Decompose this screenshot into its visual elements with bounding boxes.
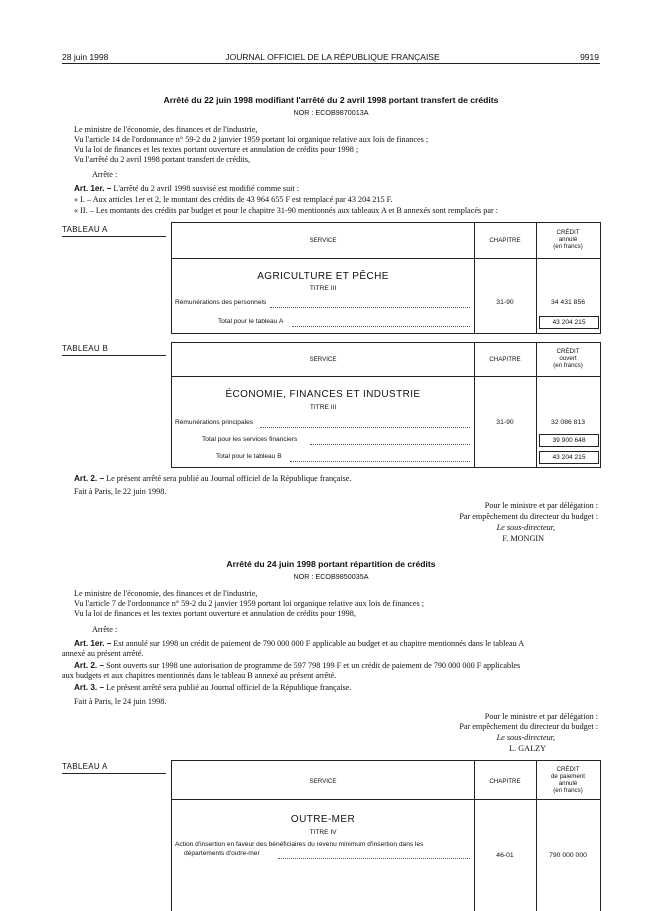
arrete2-signature-3: Le sous-directeur, xyxy=(496,733,555,742)
arrete1-article-2 xyxy=(74,474,351,483)
header-date: 28 juin 1998 xyxy=(62,52,109,62)
leader-dots xyxy=(310,444,470,445)
arrete1-arrete: Arrête : xyxy=(92,170,118,179)
arrete1-signature-name: F. MONGIN xyxy=(502,534,544,543)
col-header-chapitre: CHAPITRE xyxy=(489,356,521,363)
arrete1-fait: Fait à Paris, le 22 juin 1998. xyxy=(74,487,167,496)
header-page-number: 9919 xyxy=(580,52,599,62)
tableau-b-label-rule xyxy=(62,355,166,356)
col-header-credit-line: CRÉDIT xyxy=(556,348,580,355)
article-label: Art. 1er. – xyxy=(74,639,112,648)
article-label: Art. 1er. – xyxy=(74,184,112,193)
tableau-b xyxy=(171,342,601,468)
tableau-a-label-rule xyxy=(62,236,166,237)
tableau-b-label: TABLEAU B xyxy=(62,344,109,353)
arrete1-visa-4: Vu l'arrêté du 2 avril 1998 portant transfert de crédits, xyxy=(74,155,251,164)
row-value: 32 086 813 xyxy=(550,419,586,426)
arrete2-signature-2: Par empêchement du directeur du budget : xyxy=(459,722,598,731)
section-title: ÉCONOMIE, FINANCES ET INDUSTRIE xyxy=(225,389,421,400)
col-header-service: SERVICE xyxy=(309,356,337,363)
arrete2-arrete: Arrête : xyxy=(92,625,118,634)
subtotal-label: Total pour les services financiers xyxy=(202,436,298,443)
row-label: Rémunérations principales xyxy=(175,419,254,426)
col-header-chapitre: CHAPITRE xyxy=(489,237,521,244)
article-text: Est annulé sur 1998 un crédit de paiement de 790 000 000 F applicable au budget et au chapitre mentionnés dans le tableau A xyxy=(113,639,525,648)
arrete2-signature-1: Pour le ministre et par délégation : xyxy=(484,712,598,721)
arrete1-visa-2: Vu l'article 14 de l'ordonnance n° 59-2 du 2 janvier 1959 portant loi organique relative aux lois de finances ; xyxy=(74,135,429,144)
header-rule xyxy=(172,258,600,259)
col-header-credit-line: (en francs) xyxy=(553,243,583,250)
arrete2-article-2 xyxy=(74,661,520,670)
header-rule xyxy=(172,799,600,800)
arrete1-signature-2: Par empêchement du directeur du budget : xyxy=(459,512,598,521)
leader-dots xyxy=(270,307,470,308)
tableau-a-2-label: TABLEAU A xyxy=(62,762,108,771)
article-text: Le présent arrêté sera publié au Journal officiel de la République française. xyxy=(106,683,352,692)
tableau-a-label: TABLEAU A xyxy=(62,225,108,234)
tableau-a-2-label-rule xyxy=(62,773,166,774)
arrete1-visa-1: Le ministre de l'économie, des finances et de l'industrie, xyxy=(74,125,258,134)
col-header-credit-line: (en francs) xyxy=(553,362,583,369)
arrete2-article-3 xyxy=(74,683,351,692)
arrete2-title: Arrêté du 24 juin 1998 portant répartition de crédits xyxy=(226,559,436,569)
row-label: Rémunérations des personnels xyxy=(175,299,267,306)
arrete2-visa-2: Vu l'article 7 de l'ordonnance n° 59-2 du 2 janvier 1959 portant loi organique relative aux lois de finances ; xyxy=(74,599,425,608)
arrete2-signature-name: L. GALZY xyxy=(509,744,546,753)
subtotal-value: 39 900 648 xyxy=(539,434,599,447)
titre-label: TITRE III xyxy=(309,285,337,292)
row-value: 34 431 856 xyxy=(550,299,586,306)
header-rule xyxy=(62,63,600,64)
section-title: AGRICULTURE ET PÊCHE xyxy=(257,271,389,282)
col-header-credit xyxy=(536,348,600,369)
leader-dots xyxy=(292,326,470,327)
article-text: L'arrêté du 2 avril 1998 susvisé est modifié comme suit : xyxy=(113,184,300,193)
row-chapitre: 31-90 xyxy=(496,299,514,306)
row-value: 790 000 000 xyxy=(549,852,587,859)
col-header-service: SERVICE xyxy=(309,778,337,785)
arrete1-signature-1: Pour le ministre et par délégation : xyxy=(484,501,598,510)
leader-dots xyxy=(278,858,470,859)
arrete2-nor: NOR : ECOB9850035A xyxy=(293,572,369,581)
arrete1-visa-3: Vu la loi de finances et les textes portant ouverture et annulation de crédits pour 1998 ; xyxy=(74,145,359,154)
arrete1-nor: NOR : ECOB9870013A xyxy=(293,108,369,117)
row-chapitre: 46-01 xyxy=(496,852,514,859)
arrete1-article-1-point-2: « II. – Les montants des crédits par budget et pour le chapitre 31-90 mentionnés aux tableaux A et B annexés sont remplacés par : xyxy=(74,206,499,215)
section-title: OUTRE-MER xyxy=(290,814,356,825)
arrete2-visa-1: Le ministre de l'économie, des finances et de l'industrie, xyxy=(74,589,258,598)
arrete1-title: Arrêté du 22 juin 1998 modifiant l'arrêté du 2 avril 1998 portant transfert de crédits xyxy=(163,95,499,105)
col-header-credit xyxy=(536,766,600,794)
arrete1-article-1-point-1: « I. – Aux articles 1er et 2, le montant des crédits de 43 964 655 F est remplacé par 43 204 215 F. xyxy=(74,195,393,204)
article-label: Art. 3. – xyxy=(74,683,105,692)
arrete2-article-1-cont: annexé au présent arrêté. xyxy=(62,649,144,658)
col-header-service: SERVICE xyxy=(309,237,337,244)
leader-dots xyxy=(260,427,470,428)
article-text: Sont ouverts sur 1998 une autorisation de programme de 597 798 199 F et un crédit de paiement de 790 000 000 F applicables xyxy=(106,661,521,670)
tableau-a xyxy=(171,222,601,334)
titre-label: TITRE IV xyxy=(309,829,337,836)
leader-dots xyxy=(290,461,470,462)
row-label-line-2: départements d'outre-mer xyxy=(184,850,260,857)
col-header-credit-line: CRÉDIT xyxy=(556,766,580,773)
arrete1-signature-3: Le sous-directeur, xyxy=(496,523,555,532)
article-text: Le présent arrêté sera publié au Journal officiel de la République française. xyxy=(106,474,352,483)
col-header-credit-line: annulé xyxy=(558,236,578,243)
total-value: 43 204 215 xyxy=(539,451,599,464)
article-label: Art. 2. – xyxy=(74,474,105,483)
col-header-credit-line: annulé xyxy=(558,780,578,787)
article-label: Art. 2. – xyxy=(74,661,105,670)
col-header-credit-line: ouvert xyxy=(559,355,577,362)
header-journal-title: JOURNAL OFFICIEL DE LA RÉPUBLIQUE FRANÇAISE xyxy=(225,52,440,62)
col-header-credit-line: (en francs) xyxy=(553,787,583,794)
arrete1-article-1 xyxy=(74,184,299,193)
arrete2-article-2-cont: aux budgets et aux chapitres mentionnés dans le tableau B annexé au présent arrêté. xyxy=(62,671,337,680)
col-header-credit-line: CRÉDIT xyxy=(556,229,580,236)
total-value: 43 204 215 xyxy=(539,316,599,329)
total-label: Total pour le tableau A xyxy=(218,318,284,325)
tableau-a-2 xyxy=(171,760,601,911)
col-header-credit-line: de paiement xyxy=(550,773,586,780)
row-chapitre: 31-90 xyxy=(496,419,514,426)
arrete2-article-1 xyxy=(74,639,524,648)
arrete2-fait: Fait à Paris, le 24 juin 1998. xyxy=(74,697,167,706)
col-header-credit xyxy=(536,229,600,250)
header-rule xyxy=(172,376,600,377)
col-header-chapitre: CHAPITRE xyxy=(489,778,521,785)
arrete2-visa-3: Vu la loi de finances et les textes portant ouverture et annulation de crédits pour 1998, xyxy=(74,609,356,618)
row-label-line-1: Action d'insertion en faveur des bénéficiaires du revenu minimum d'insertion dans les xyxy=(175,841,424,848)
total-label: Total pour le tableau B xyxy=(216,453,282,460)
titre-label: TITRE III xyxy=(309,404,337,411)
